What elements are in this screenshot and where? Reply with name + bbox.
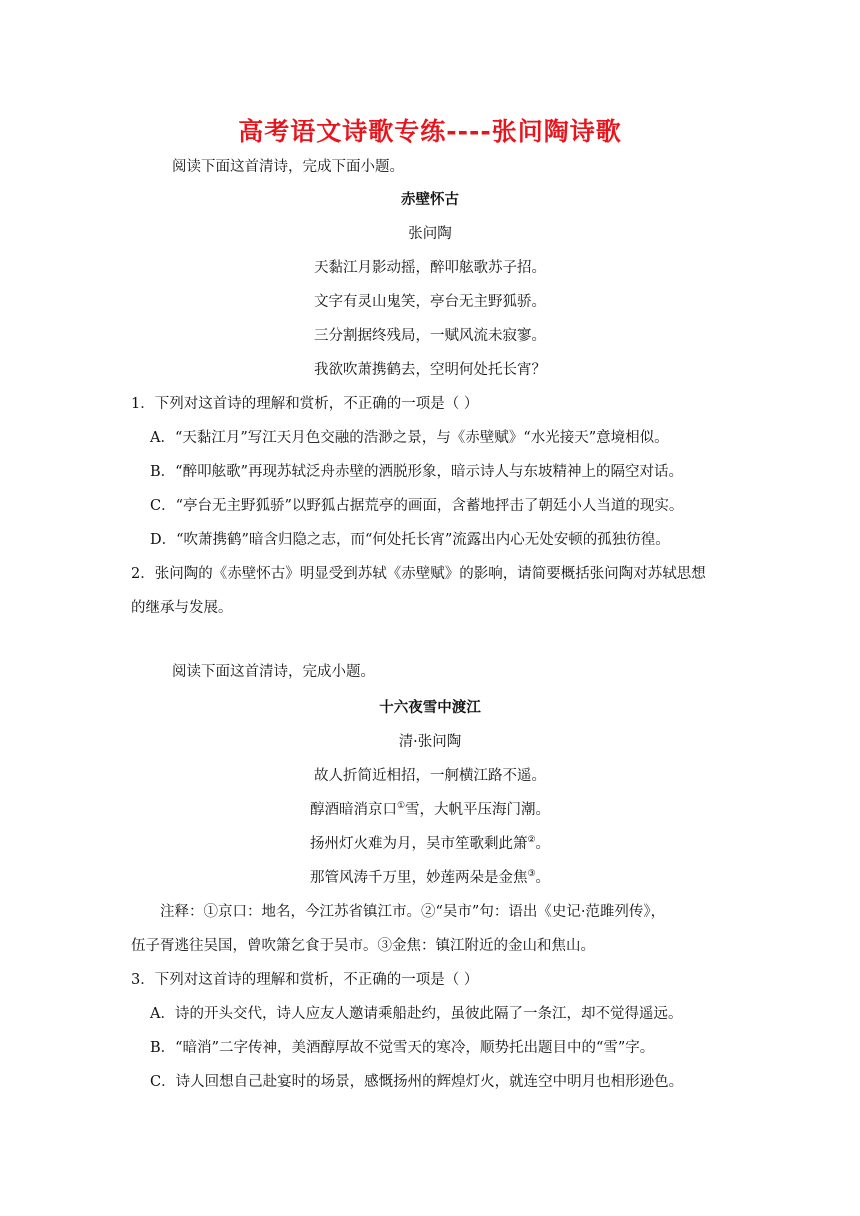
poem1-line: 我欲吹萧携鹤去，空明何处托长宵？ [314,362,546,378]
poem1-line: 三分割据终残局，一赋风流未寂寥。 [314,328,546,344]
poem2-line [0,868,860,888]
poem2-line-text: 醇酒暗消京口 [309,802,397,818]
question-2-line2: 的继承与发展。 [131,600,233,616]
question-2-line1: 2．张问陶的《赤壁怀古》明显受到苏轼《赤壁赋》的影响，请简要概括张问陶对苏轼思想 [131,566,706,582]
question-1-option-d: D．“吹萧携鹤”暗含归隐之志，而“何处托长宵”流露出内心无处安顿的孤独彷徨。 [150,532,670,548]
poem2-line-text: 。 [535,870,551,886]
question-1-stem: 1．下列对这首诗的理解和赏析，不正确的一项是（ ） [131,396,479,412]
question-3-option-a: A．诗的开头交代，诗人应友人邀请乘船赴约，虽彼此隔了一条江，却不觉得遥远。 [150,1006,683,1022]
poem2-line [0,800,860,820]
poem1-author: 张问陶 [408,226,452,242]
poem2-author: 清·张问陶 [398,734,462,750]
poem2-line-text: 扬州灯火难为月，吴市笙歌剩此箫 [309,836,528,852]
section2-intro: 阅读下面这首清诗，完成小题。 [172,664,375,680]
poem2-title: 十六夜雪中渡江 [379,699,481,716]
annotation-line2: 伍子胥逃往吴国，曾吹箫乞食于吴市。③金焦：镇江附近的金山和焦山。 [131,938,595,954]
annotation-line1: 注释：①京口：地名，今江苏省镇江市。②“吴市”句：语出《史记·范雎列传》， [160,904,666,920]
section1-intro: 阅读下面这首清诗，完成下面小题。 [172,159,404,175]
poem2-line: 故人折简近相招，一舸横江路不遥。 [314,768,546,784]
footnote-marker: ② [527,835,536,846]
document-title: 高考语文诗歌专练----张问陶诗歌 [238,117,622,146]
question-1-option-b: B．“醉叩舷歌”再现苏轼泛舟赤壁的洒脱形象，暗示诗人与东坡精神上的隔空对话。 [150,464,683,480]
poem2-line-text: 雪，大帆平压海门潮。 [405,802,551,818]
poem1-title: 赤壁怀古 [401,191,459,208]
poem2-line-text: 。 [535,836,551,852]
poem2-line-text: 那管风涛千万里，妙莲两朵是金焦 [309,870,528,886]
footnote-marker: ③ [527,869,536,880]
question-1-option-a: A．“天黏江月”写江天月色交融的浩渺之景，与《赤壁赋》“水光接天”意境相似。 [150,430,669,446]
footnote-marker: ① [396,801,406,812]
question-3-stem: 3．下列对这首诗的理解和赏析，不正确的一项是（ ） [131,972,479,988]
question-3-option-b: B．“暗消”二字传神，美酒醇厚故不觉雪天的寒冷，顺势托出题目中的“雪”字。 [150,1040,655,1056]
poem1-line: 文字有灵山鬼笑，亭台无主野狐骄。 [314,294,546,310]
poem1-line: 天黏江月影动摇，醉叩舷歌苏子招。 [314,260,546,276]
poem2-line [0,834,860,854]
question-3-option-c: C．诗人回想自己赴宴时的场景，感慨扬州的辉煌灯火，就连空中明月也相形逊色。 [150,1074,684,1090]
question-1-option-c: C．“亭台无主野狐骄”以野狐占据荒亭的画面，含蓄地抨击了朝廷小人当道的现实。 [150,498,684,514]
